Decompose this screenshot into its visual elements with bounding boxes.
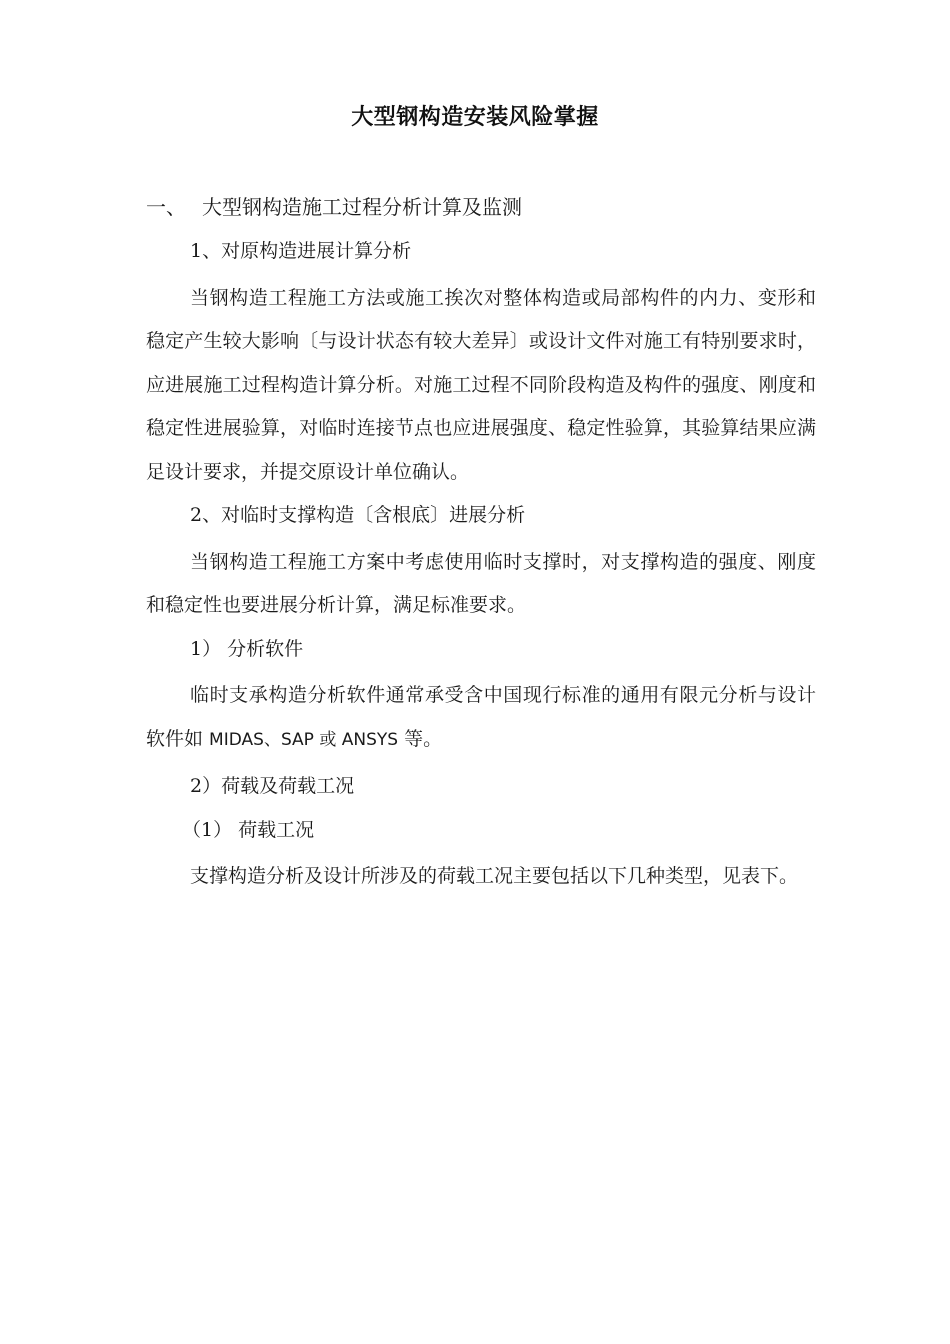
document-body bbox=[146, 190, 816, 899]
section-heading bbox=[146, 190, 816, 224]
item2-paragraph: 当钢构造工程施工方案中考虑使用临时支撑时，对支撑构造的强度、刚度和稳定性也要进展分析计算，满足标准要求。 bbox=[146, 550, 816, 616]
section-title: 大型钢构造施工过程分析计算及监测 bbox=[202, 195, 522, 219]
sub2-1-paragraph: 支撑构造分析及设计所涉及的荷载工况主要包括以下几种类型，见表下。 bbox=[190, 865, 799, 887]
sub2-1-heading: （1） 荷载工况 bbox=[182, 818, 315, 841]
item1-heading: 1、对原构造进展计算分析 bbox=[190, 240, 412, 262]
sub1-paragraph bbox=[146, 674, 816, 762]
sub2-heading: 2）荷载及荷载工况 bbox=[190, 775, 355, 797]
section-number: 一、 bbox=[146, 195, 186, 219]
item1-paragraph: 当钢构造工程施工方法或施工挨次对整体构造或局部构件的内力、变形和稳定产生较大影响〔与设计状态有较大差异〕或设计文件对施工有特别要求时，应进展施工过程构造计算分析。对施工过程不同阶段构造及构件的强度、刚度和稳定性进展验算，对临时连接节点也应进展强度、稳定性验算，其验算结果应满足设计要求，并提交原设计单位确认。 bbox=[146, 286, 816, 483]
item2-heading: 2、对临时支撑构造〔含根底〕进展分析 bbox=[190, 504, 526, 526]
sub1-heading: 1） 分析软件 bbox=[190, 637, 304, 660]
software-names: MIDAS、SAP 或 ANSYS bbox=[209, 729, 399, 750]
sub1-paragraph-end: 等。 bbox=[398, 727, 443, 750]
sub1-paragraph-text: 临时支承构造分析软件通常承受含中国现行标准的通用有限元分析与设计软件如 bbox=[146, 684, 816, 750]
document-title: 大型钢构造安装风险掌握 bbox=[351, 105, 599, 130]
